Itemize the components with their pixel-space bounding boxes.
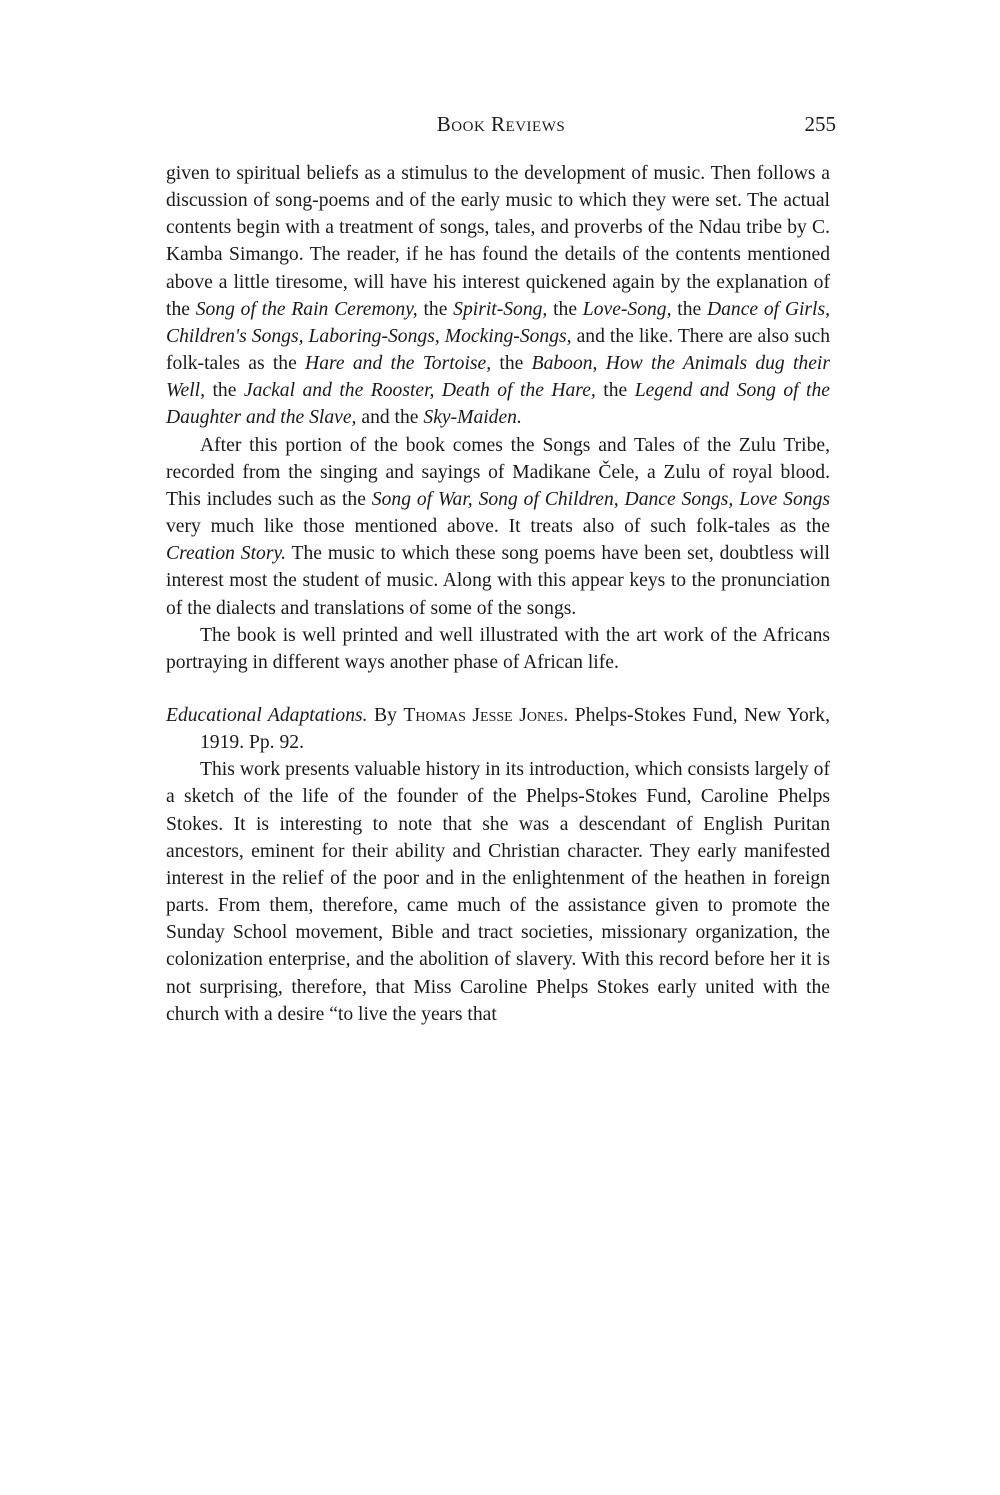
text-run: the: [595, 380, 635, 402]
italic-title: Baboon, How the Animals dug their Well,: [166, 353, 830, 402]
paragraph-zulu-tribe: [166, 432, 830, 622]
italic-title: Song of War, Song of Children, Dance Songs, Love Songs: [371, 488, 830, 510]
italic-title: Song of the Rain Ceremony,: [195, 298, 418, 320]
text-run: the: [205, 380, 244, 402]
page-header: [166, 112, 836, 142]
text-run: This work presents valuable history in its introduction, which consists largely of a sketch of the life of the founder of the Phelps-Stokes Fund, Caroline Phelps Stokes. It is interesting to note that she was a descendant of English Puritan ancestors, eminent for their ability and Christian character. They early manifested interest in the relief of the poor and in the enlightenment of the heathen in foreign parts. From them, therefore, came much of the assistance given to promote the Sunday School movement, Bible and tract societies, missionary organization, the colonization enterprise, and the abolition of slavery. With this record before her it is not surprising, therefore, that Miss Caroline Phelps Stokes early united with the church with a desire “to live the years that: [166, 759, 830, 1025]
text-run: and the: [356, 407, 424, 429]
italic-title: Jackal and the Rooster, Death of the Hare,: [243, 380, 596, 402]
text-run: the: [671, 298, 707, 320]
text-run: very much like those mentioned above. It treats also of such folk-tales as the: [166, 516, 830, 538]
italic-title: Educational Adaptations.: [166, 704, 368, 726]
text-run: the: [547, 298, 583, 320]
page-number: 255: [804, 112, 836, 136]
text-run: The book is well printed and well illustrated with the art work of the Africans portraying in different ways another phase of African life.: [166, 624, 830, 673]
body-text: [166, 160, 830, 1028]
italic-title: Dance of Girls, Children's Songs, Laboring-Songs, Mocking-Songs,: [166, 298, 831, 347]
text-run: the: [417, 298, 454, 320]
italic-title: Love-Song,: [582, 298, 672, 320]
text-run: After this portion of the book comes the Songs and Tales of the Zulu Tribe, recorded from the singing and sayings of Madikane Čele, a Zulu of royal blood. This includes such as the: [166, 434, 830, 510]
running-title: Book Reviews: [436, 112, 566, 136]
text-run: and the like. There are also such folk-tales as the: [166, 325, 830, 375]
text-run: given to spiritual beliefs as a stimulus to the development of music. Then follows a discussion of song-poems and of the early music to which they were set. The actual contents begin with a treatment of songs, tales, and proverbs of the Ndau tribe by C. Kamba Simango. The reader, if he has found the details of the contents mentioned above a little tiresome, will have his interest quickened again by the explanation of the: [166, 163, 830, 320]
text-run: the: [491, 353, 532, 375]
paragraph-phelps-stokes: [166, 756, 830, 1028]
italic-title: Sky-Maiden.: [423, 407, 522, 429]
text-run: By: [367, 704, 404, 726]
text-run: . Phelps-Stokes Fund, New York, 1919. Pp. 92.: [200, 704, 830, 754]
italic-title: Spirit-Song,: [453, 298, 548, 320]
text-run: The music to which these song poems have been set, doubtless will interest most the student of music. Along with this appear keys to the pronunciation of the dialects and translations of some of the songs.: [166, 543, 830, 619]
italic-title: Hare and the Tortoise,: [305, 353, 492, 375]
paragraph-songs-of-ndau: [166, 160, 830, 432]
italic-title: Creation Story.: [166, 543, 286, 565]
paragraph-printing: [166, 622, 830, 676]
italic-title: Legend and Song of the Daughter and the Slave,: [166, 380, 830, 429]
review-heading-educational-adaptations: [166, 702, 830, 756]
author-name: Thomas Jesse Jones: [403, 704, 564, 726]
